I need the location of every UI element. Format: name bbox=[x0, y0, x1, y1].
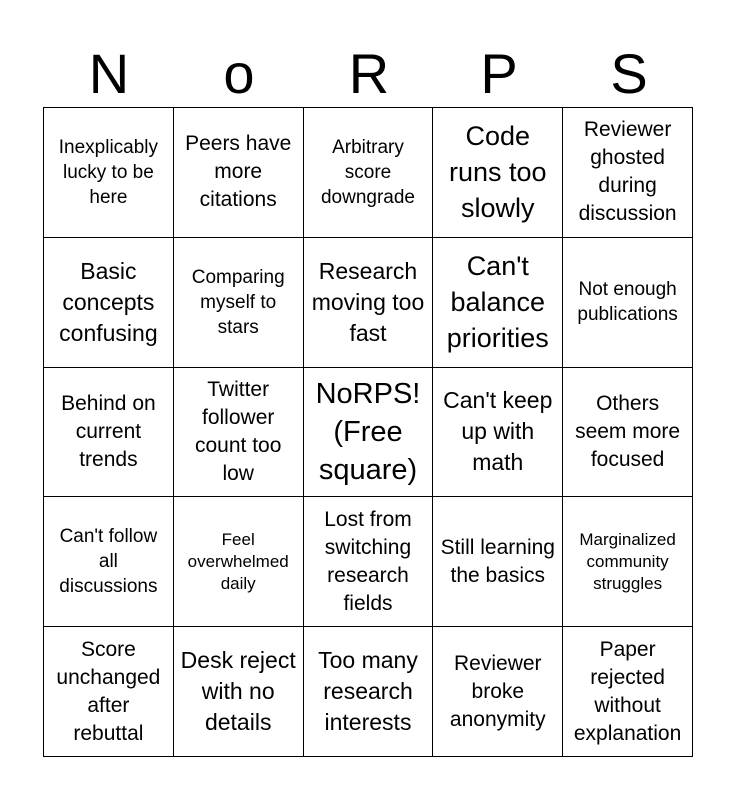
bingo-cell[interactable] bbox=[174, 238, 304, 368]
bingo-cell-text: Inexplicably lucky to be here bbox=[58, 136, 159, 208]
bingo-cell-text: Lost from switching research fields bbox=[324, 507, 412, 615]
bingo-cell[interactable] bbox=[44, 627, 174, 757]
bingo-cell-free-square[interactable] bbox=[304, 368, 434, 498]
bingo-cell[interactable] bbox=[563, 497, 693, 627]
bingo-cell-text: Not enough publications bbox=[577, 279, 678, 326]
bingo-cell-text: Can't follow all discussions bbox=[59, 526, 158, 598]
bingo-cell[interactable] bbox=[44, 497, 174, 627]
bingo-cell[interactable] bbox=[44, 368, 174, 498]
bingo-cell[interactable] bbox=[304, 108, 434, 238]
bingo-cell-text: Behind on current trends bbox=[61, 391, 156, 471]
bingo-cell[interactable] bbox=[433, 238, 563, 368]
bingo-cell[interactable] bbox=[44, 238, 174, 368]
bingo-cell-text: Desk reject with no details bbox=[180, 647, 296, 736]
bingo-cell-text: Comparing myself to stars bbox=[191, 266, 285, 338]
bingo-cell[interactable] bbox=[433, 368, 563, 498]
bingo-cell[interactable] bbox=[174, 108, 304, 238]
bingo-cell-text: Twitter follower count too low bbox=[194, 377, 282, 485]
bingo-cell[interactable] bbox=[44, 108, 174, 238]
header-letter-p: P bbox=[480, 42, 518, 105]
bingo-cell-text: Too many research interests bbox=[318, 647, 418, 736]
bingo-cell-text: Reviewer broke anonymity bbox=[449, 651, 546, 731]
bingo-cell-text: Code runs too slowly bbox=[449, 121, 547, 224]
bingo-cell[interactable] bbox=[174, 497, 304, 627]
bingo-cell-text: Arbitrary score downgrade bbox=[320, 136, 415, 208]
bingo-cell[interactable] bbox=[174, 368, 304, 498]
bingo-cell[interactable] bbox=[563, 368, 693, 498]
bingo-cell[interactable] bbox=[174, 627, 304, 757]
bingo-cell-text: Others seem more focused bbox=[575, 391, 681, 471]
bingo-header bbox=[44, 44, 694, 104]
bingo-cell[interactable] bbox=[433, 108, 563, 238]
bingo-cell-text: NoRPS! (Free square) bbox=[315, 377, 421, 486]
bingo-cell[interactable] bbox=[433, 497, 563, 627]
bingo-cell[interactable] bbox=[304, 627, 434, 757]
bingo-cell[interactable] bbox=[433, 627, 563, 757]
bingo-grid bbox=[43, 107, 693, 757]
bingo-cell-text: Peers have more citations bbox=[185, 132, 292, 212]
header-letter-n: N bbox=[88, 42, 130, 105]
header-letter-s: S bbox=[610, 42, 648, 105]
bingo-cell-text: Still learning the basics bbox=[440, 535, 555, 587]
bingo-cell[interactable] bbox=[304, 238, 434, 368]
header-letter-r: R bbox=[348, 42, 390, 105]
bingo-cell-text: Marginalized community struggles bbox=[579, 529, 676, 593]
bingo-cell-text: Research moving too fast bbox=[311, 257, 425, 346]
header-letter-o: o bbox=[223, 42, 255, 105]
bingo-cell[interactable] bbox=[563, 627, 693, 757]
bingo-cell[interactable] bbox=[563, 238, 693, 368]
bingo-cell-text: Paper rejected without explanation bbox=[573, 637, 682, 745]
bingo-cell-text: Feel overwhelmed daily bbox=[187, 529, 289, 593]
bingo-cell-text: Can't keep up with math bbox=[443, 387, 553, 476]
bingo-cell-text: Can't balance priorities bbox=[446, 251, 549, 354]
bingo-cell-text: Reviewer ghosted during discussion bbox=[578, 118, 677, 226]
bingo-cell[interactable] bbox=[563, 108, 693, 238]
bingo-cell[interactable] bbox=[304, 497, 434, 627]
bingo-cell-text: Basic concepts confusing bbox=[59, 257, 158, 346]
bingo-cell-text: Score unchanged after rebuttal bbox=[56, 637, 161, 745]
